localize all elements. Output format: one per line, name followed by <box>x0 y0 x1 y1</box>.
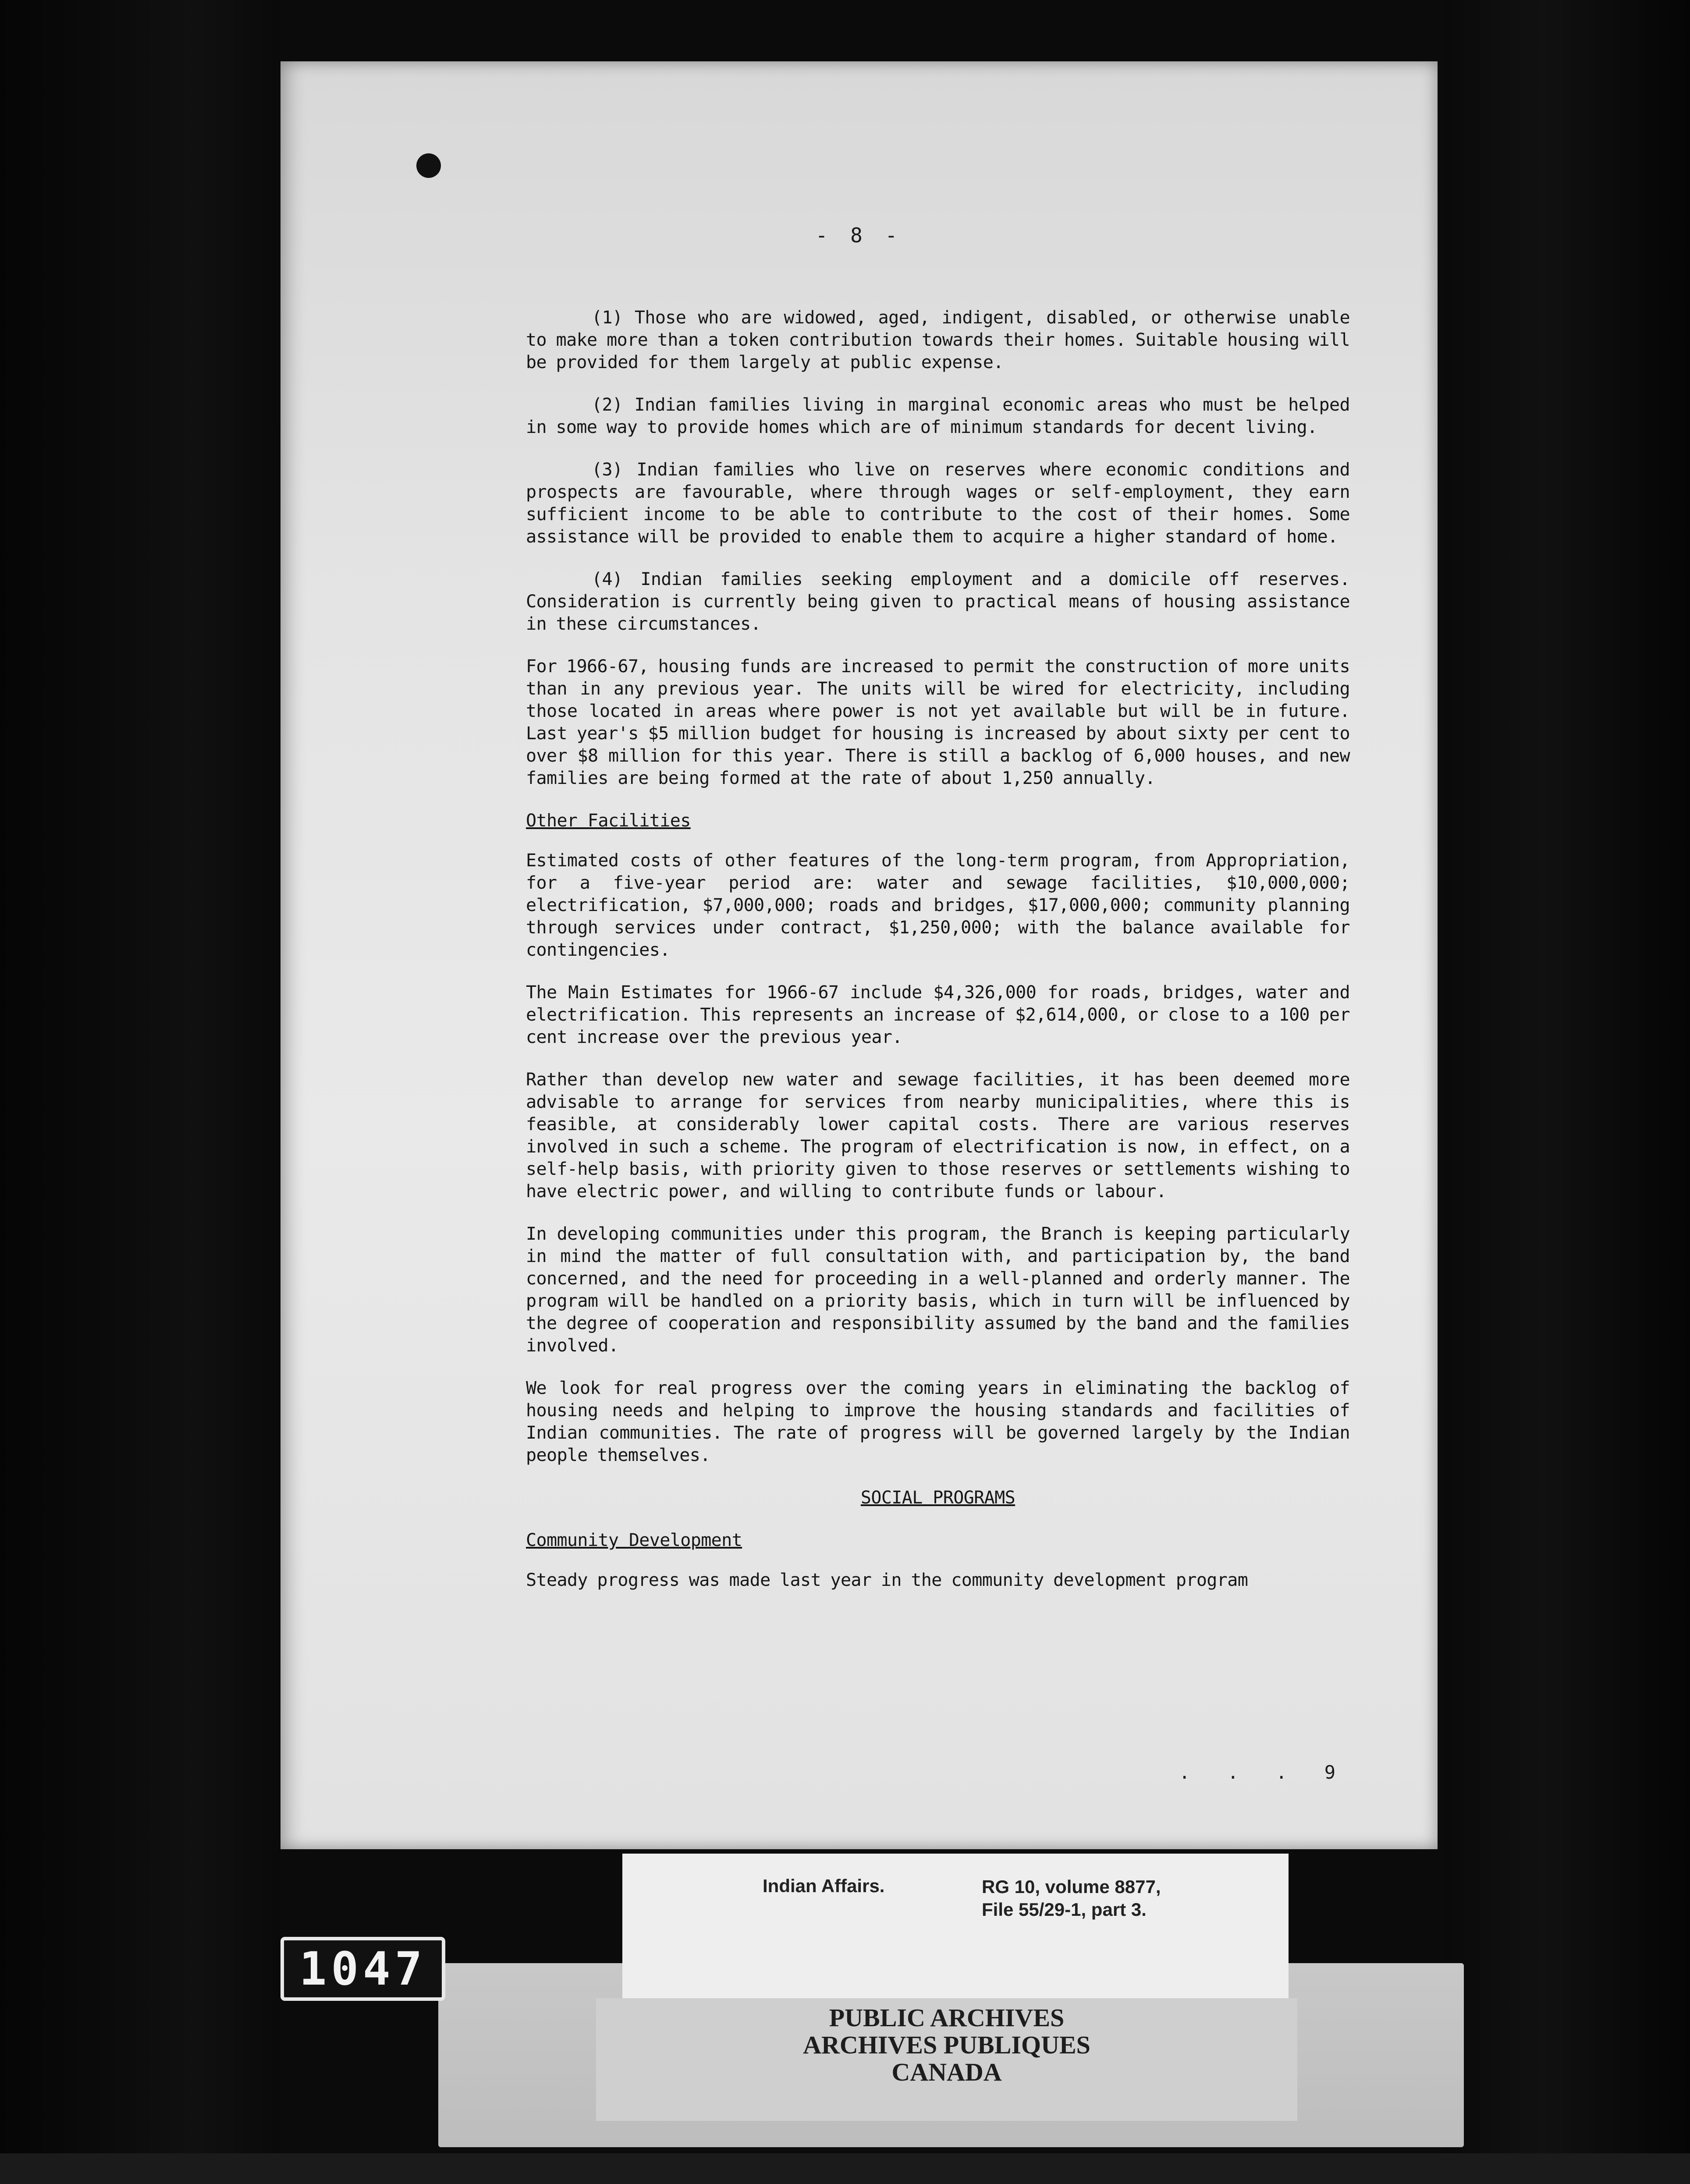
paragraph-steady-progress: Steady progress was made last year in the community development program <box>526 1570 1248 1590</box>
paragraph-developing-communities: In developing communities under this program, the Branch is keeping particularly in mind the matter of full consultation with, and participation by, the band concerned, and the need for proceeding in a well-planned and orderly manner. The program will be handled on a priority basis, which in turn will be influenced by the degree of cooperation and responsibility assumed by the band and the families involved. <box>526 1224 1350 1356</box>
frame-counter: 1047 <box>280 1937 445 2001</box>
paragraph-real-progress: We look for real progress over the coming years in eliminating the backlog of housing needs and helping to improve the housing standards and facilities of Indian communities. The rate of progress will be governed largely by the Indian people themselves. <box>526 1378 1350 1465</box>
heading-other-facilities: Other Facilities <box>526 811 691 831</box>
paragraph-category-1: (1) Those who are widowed, aged, indigent, disabled, or otherwise unable to make more than a token contribution towards their homes. Suitable housing will be provided for them largely at public expense. <box>526 308 1350 372</box>
document-body <box>526 307 1350 1612</box>
paragraph-category-4: (4) Indian families seeking employment and a domicile off reserves. Consideration is currently being given to practical means of housing assistance in these circumstances. <box>526 569 1350 634</box>
film-bottom-edge <box>0 2153 1690 2184</box>
continuation-marker: . . . 9 <box>1179 1762 1349 1783</box>
heading-social-programs: SOCIAL PROGRAMS <box>860 1488 1015 1508</box>
paragraph-housing-funds: For 1966-67, housing funds are increased to permit the construction of more units than in any previous year. The units will be wired for electricity, including those located in areas where power is not yet available but will be in future. Last year's $5 million budget for housing is increased by about sixty per cent to over $8 million for this year. There is still a backlog of 6,000 houses, and new families are being formed at the rate of about 1,250 annually. <box>526 656 1350 788</box>
reference-volume: RG 10, volume 8877, <box>982 1876 1161 1897</box>
archive-reference-label <box>622 1854 1289 1998</box>
film-edge-left <box>0 0 280 2184</box>
stamp-line-french: ARCHIVES PUBLIQUES <box>803 2031 1090 2059</box>
film-edge-right <box>1445 0 1690 2184</box>
page-number: - 8 - <box>815 223 903 247</box>
paragraph-water-sewage: Rather than develop new water and sewage facilities, it has been deemed more advisable to arrange for services from nearby municipalities, where this is feasible, at considerably lower capital costs. There are various reserves involved in such a scheme. The program of electrification is now, in effect, on a self-help basis, with priority given to those reserves or settlements wishing to have electric power, and willing to contribute funds or labour. <box>526 1070 1350 1202</box>
punch-hole <box>416 153 441 178</box>
archive-reference <box>982 1876 1161 1921</box>
paragraph-estimated-costs: Estimated costs of other features of the long-term program, from Appropriation, for a five-year period are: water and sewage facilities, $10,000,000; electrification, $7,000,000; roads and bridges, $17,000,000; community planning through services under contract, $1,250,000; with the balance available for contingencies. <box>526 851 1350 960</box>
paragraph-category-2: (2) Indian families living in marginal economic areas who must be helped in some way to provide homes which are of minimum standards for decent living. <box>526 395 1350 437</box>
stamp-line-english: PUBLIC ARCHIVES <box>829 2003 1065 2032</box>
stamp-line-country: CANADA <box>891 2058 1002 2086</box>
reference-file: File 55/29-1, part 3. <box>982 1899 1147 1920</box>
paragraph-main-estimates: The Main Estimates for 1966-67 include $4,326,000 for roads, bridges, water and electrification. This represents an increase of $2,614,000, or close to a 100 per cent increase over the previous year. <box>526 982 1350 1047</box>
agency-name: Indian Affairs. <box>763 1876 885 1896</box>
paragraph-category-3: (3) Indian families who live on reserves where economic conditions and prospects are favourable, where through wages or self-employment, they earn sufficient income to be able to contribute to the cost of their homes. Some assistance will be provided to enable them to acquire a higher standard of home. <box>526 460 1350 547</box>
heading-community-development: Community Development <box>526 1530 742 1550</box>
public-archives-stamp <box>596 1998 1297 2121</box>
document-page <box>280 61 1438 1849</box>
